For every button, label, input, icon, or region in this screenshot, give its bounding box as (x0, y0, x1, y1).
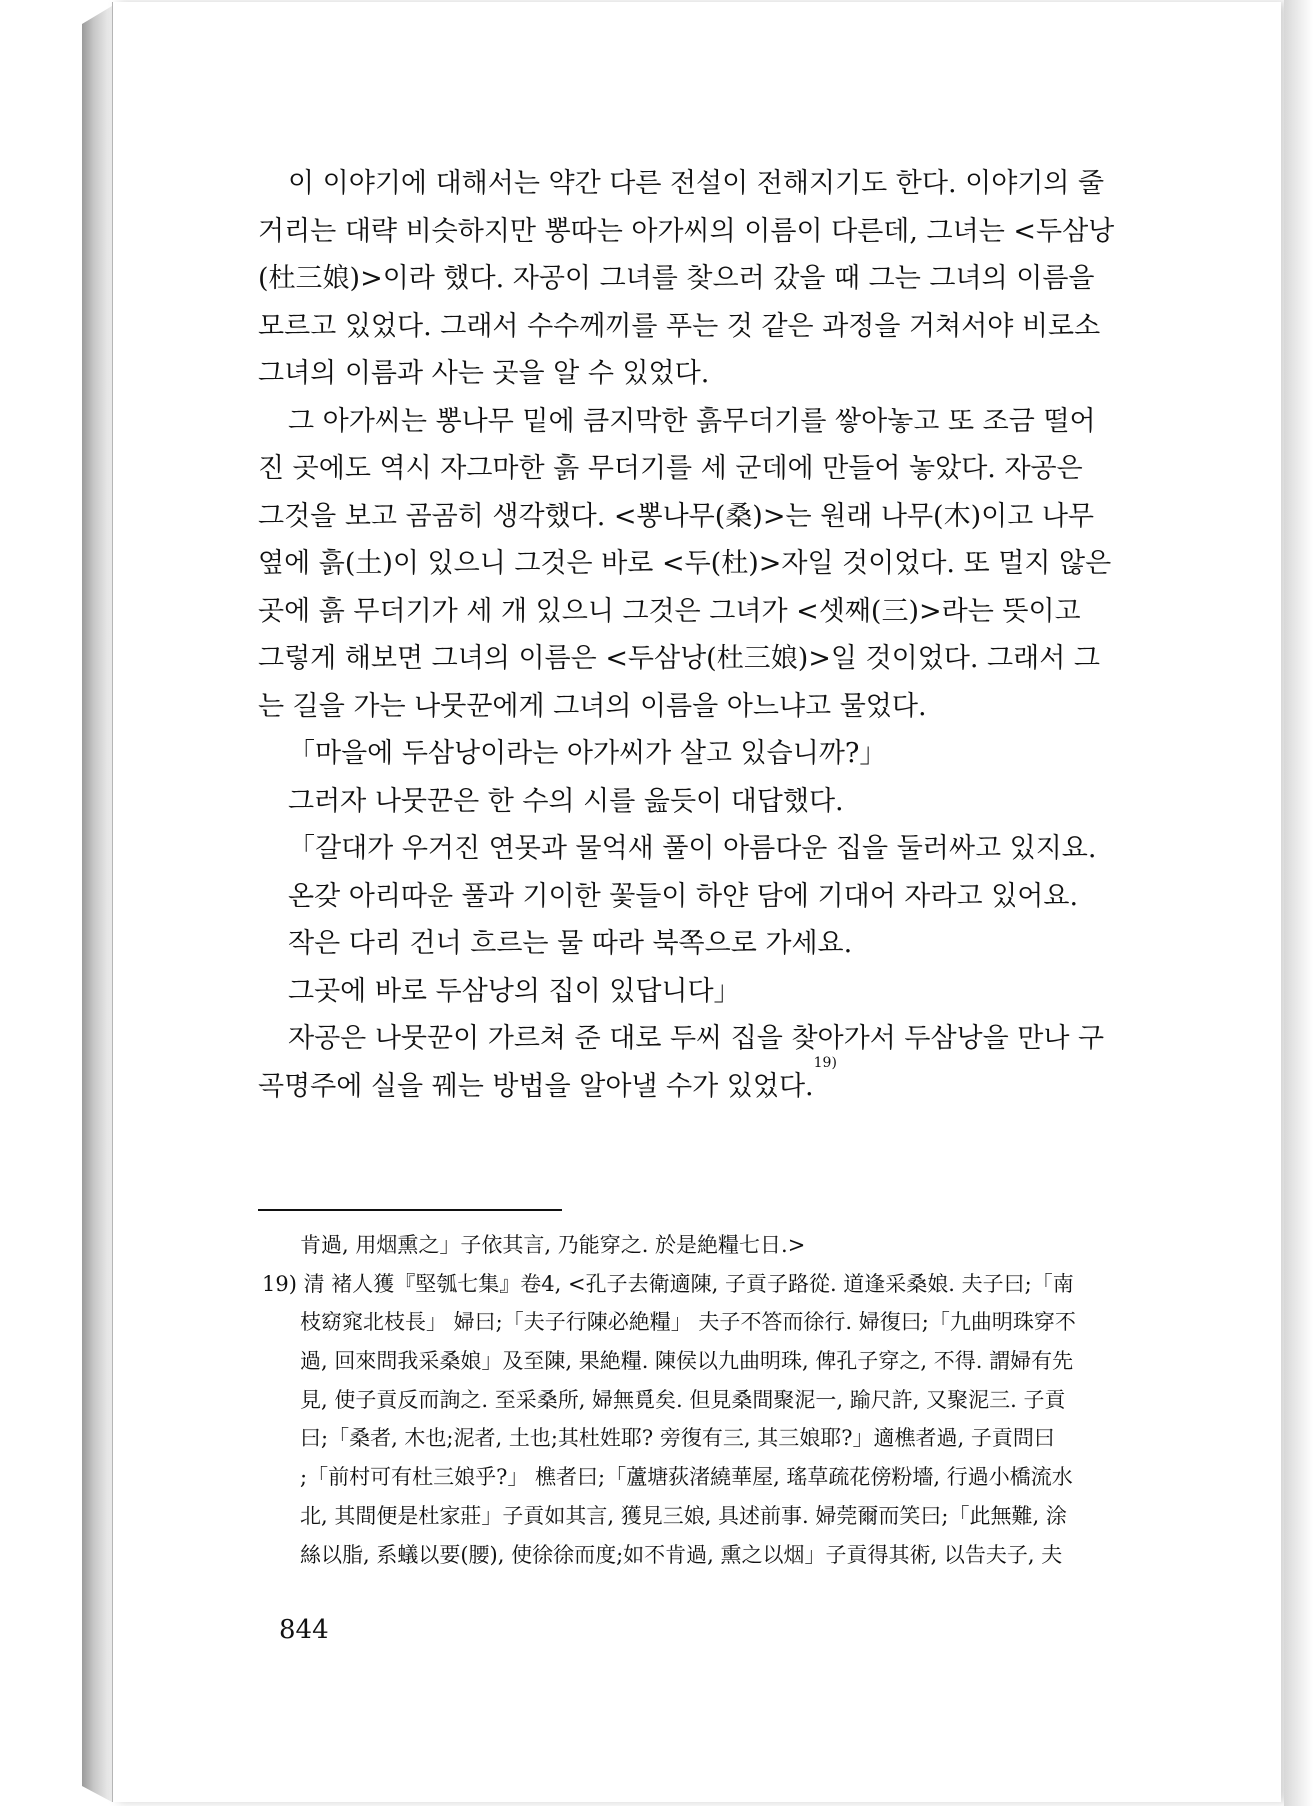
footnotes (258, 1226, 1188, 1574)
text-line: (杜三娘)>이라 했다. 자공이 그녀를 찾으러 갔을 때 그는 그녀의 이름을 (258, 263, 1095, 294)
text-line: 그것을 보고 곰곰히 생각했다. <뽕나무(桑)>는 원래 나무(木)이고 나무 (258, 500, 1095, 532)
page-right-shadow (1284, 0, 1313, 1806)
footnote-marker: 19) (813, 1054, 837, 1071)
text-line: 그녀의 이름과 사는 곳을 알 수 있었다. (258, 358, 710, 389)
footnote-line: 曰;「桑者, 木也;泥者, 土也;其杜姓耶? 旁復有三, 其三娘耶?」適樵者過, 子貢問曰 (300, 1426, 1055, 1451)
footnote-line: 見, 使子貢反而詢之. 至采桑所, 婦無覓矣. 但見桑間聚泥一, 踰尺許, 又聚泥三. 子貢 (300, 1387, 1066, 1412)
text-line: 그렇게 해보면 그녀의 이름은 <두삼낭(杜三娘)>일 것이었다. 그래서 그 (258, 643, 1100, 674)
poem-line: 그곳에 바로 두삼낭의 집이 있답니다」 (288, 975, 741, 1007)
footnote-number: 19) (262, 1271, 297, 1296)
text-line-content: 곡명주에 실을 꿰는 방법을 알아낼 수가 있었다. (258, 1070, 814, 1102)
text-line: 이 이야기에 대해서는 약간 다른 전설이 전해지기도 한다. 이야기의 줄 (288, 168, 1105, 199)
text-line: 거리는 대략 비슷하지만 뽕따는 아가씨의 이름이 다른데, 그녀는 <두삼낭 (258, 215, 1115, 247)
footnote-line: ;「前村可有杜三娘乎?」 樵者曰;「蘆塘荻渚繞華屋, 瑤草疏花傍粉墻, 行過小橋流水 (300, 1465, 1073, 1490)
text-line: 그 아가씨는 뽕나무 밑에 큼지막한 흙무더기를 쌓아놓고 또 조금 떨어 (288, 405, 1096, 437)
footnote-continuation: 肯過, 用烟熏之」子依其言, 乃能穿之. 於是絶糧七日.> (300, 1233, 806, 1257)
poem-line: 온갖 아리따운 풀과 기이한 꽃들이 하얀 담에 기대어 자라고 있어요. (288, 880, 1079, 912)
book-page-edge (82, 6, 116, 1802)
poem-line: 「갈대가 우거진 연못과 물억새 풀이 아름다운 집을 둘러싸고 있지요. (288, 833, 1097, 864)
footnote-line: 絲以脂, 系蟻以要(腰), 使徐徐而度;如不肯過, 熏之以烟」子貢得其術, 以告夫子, 夫 (300, 1542, 1063, 1567)
text-line: 는 길을 가는 나뭇꾼에게 그녀의 이름을 아느냐고 물었다. (258, 690, 927, 722)
footnote-separator (258, 1209, 562, 1211)
body-text (258, 160, 1188, 1110)
footnote-line: 北, 其間便是杜家莊」子貢如其言, 獲見三娘, 具述前事. 婦莞爾而笑曰;「此無難, 涂 (300, 1503, 1067, 1528)
footnote-line (258, 1265, 1188, 1304)
text-line: 그러자 나뭇꾼은 한 수의 시를 읊듯이 대답했다. (288, 785, 844, 817)
text-line: 진 곳에도 역시 자그마한 흙 무더기를 세 군데에 만들어 놓았다. 자공은 (258, 453, 1083, 484)
footnote-text: 清 褚人獲『堅瓠七集』卷4, <孔子去衛適陳, 子貢子路從. 道逢采桑娘. 夫子曰;「南 (303, 1271, 1074, 1296)
footnote-line: 枝窈窕北枝長」 婦曰;「夫子行陳必絶糧」 夫子不答而徐行. 婦復曰;「九曲明珠穿不 (300, 1310, 1076, 1335)
text-line: 곳에 흙 무더기가 세 개 있으니 그것은 그녀가 <셋째(三)>라는 뜻이고 (258, 595, 1081, 627)
page-number: 844 (279, 1615, 329, 1645)
text-line: 「마을에 두삼낭이라는 아가씨가 살고 있습니까?」 (288, 738, 887, 769)
poem-line: 작은 다리 건너 흐르는 물 따라 북쪽으로 가세요. (288, 928, 853, 959)
text-line: 자공은 나뭇꾼이 가르쳐 준 대로 두씨 집을 찾아가서 두삼낭을 만나 구 (288, 1023, 1105, 1054)
text-line: 모르고 있었다. 그래서 수수께끼를 푸는 것 같은 과정을 거쳐서야 비로소 (258, 310, 1101, 342)
text-line: 옆에 흙(土)이 있으니 그것은 바로 <두(杜)>자일 것이었다. 또 멀지 않은 (258, 548, 1112, 579)
text-line-with-footnote (258, 1054, 1188, 1111)
footnote-line: 過, 回來問我采桑娘」及至陳, 果絶糧. 陳侯以九曲明珠, 俾孔子穿之, 不得. 謂婦有先 (300, 1349, 1074, 1374)
